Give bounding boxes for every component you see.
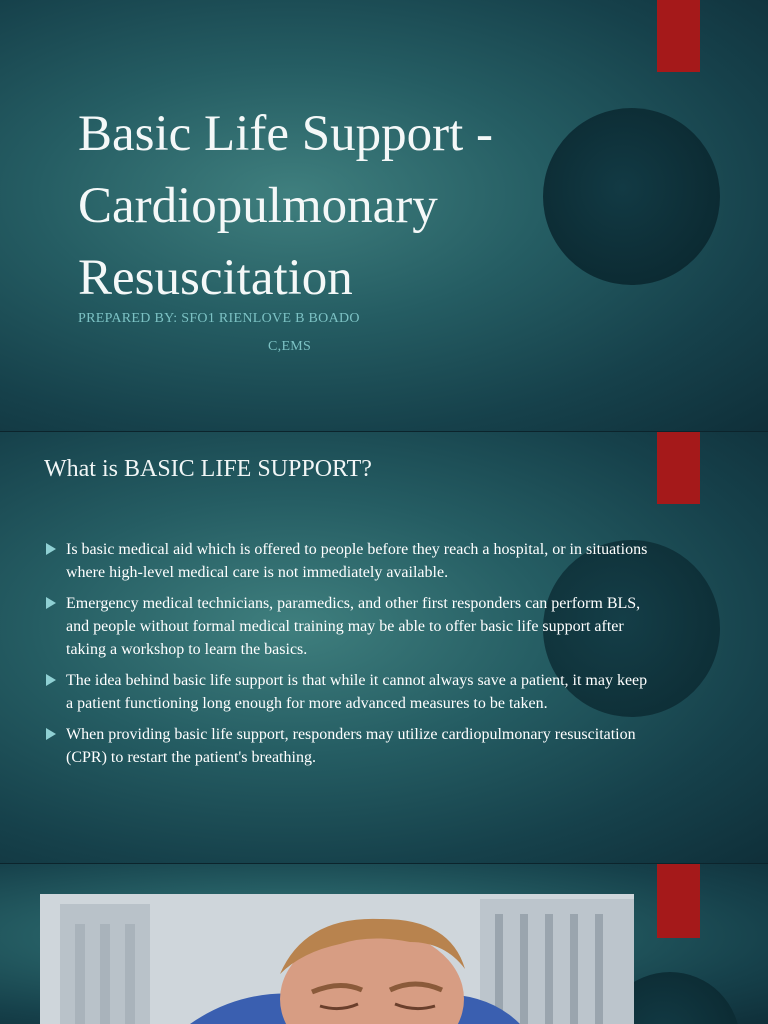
list-item: [44, 669, 654, 715]
bullet-text: Emergency medical technicians, paramedics, and other first responders can perform BLS, and people without formal medical training may be able to offer basic life support after taking a workshop to learn the basics.: [66, 595, 641, 658]
bullet-arrow-icon: [46, 674, 56, 686]
title-slide: [0, 0, 768, 432]
slide-heading: What is BASIC LIFE SUPPORT?: [44, 456, 372, 482]
prepared-by-line-1: PREPARED BY: SFO1 RIENLOVE B BOADO: [78, 311, 360, 326]
bullet-arrow-icon: [46, 543, 56, 555]
slide-title: [78, 98, 638, 314]
red-accent-tab: [657, 0, 700, 72]
photo-illustration: [40, 894, 634, 1024]
red-accent-tab: [657, 864, 700, 938]
title-line-3: Resuscitation: [78, 250, 353, 306]
title-line-2: Cardiopulmonary: [78, 178, 438, 234]
bullet-arrow-icon: [46, 597, 56, 609]
bullet-text: Is basic medical aid which is offered to people before they reach a hospital, or in situations where high-level medical care is not immediately available.: [66, 541, 648, 581]
title-line-1: Basic Life Support -: [78, 106, 493, 162]
list-item: [44, 592, 654, 661]
bullet-text: When providing basic life support, responders may utilize cardiopulmonary resuscitation (CPR) to restart the patient's breathing.: [66, 726, 636, 766]
prepared-by-line-2: C,EMS: [268, 339, 312, 354]
list-item: [44, 723, 654, 769]
patient-photo: [40, 894, 634, 1024]
bullet-list: [44, 538, 654, 777]
red-accent-tab: [657, 432, 700, 504]
list-item: [44, 538, 654, 584]
prepared-by: [78, 305, 408, 361]
bullet-text: The idea behind basic life support is that while it cannot always save a patient, it may keep a patient functioning long enough for more advanced measures to be taken.: [66, 672, 648, 712]
bullet-arrow-icon: [46, 728, 56, 740]
